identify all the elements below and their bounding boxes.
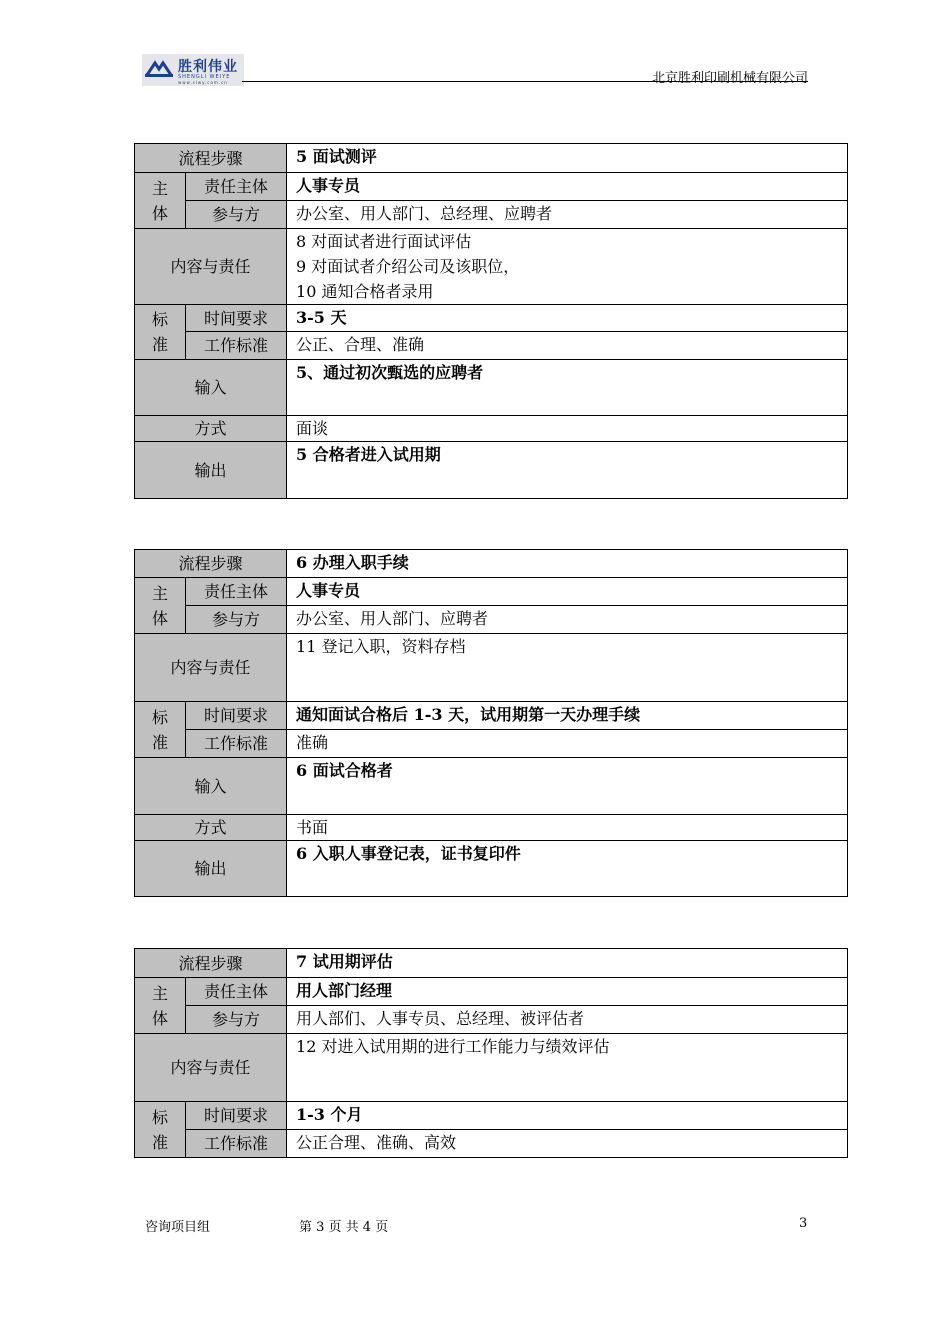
step-label: 流程步骤 [135, 144, 287, 173]
output-value: 6 入职人事登记表，证书复印件 [287, 841, 848, 897]
participants-value: 办公室、用人部门、应聘者 [287, 606, 848, 634]
responsible-value: 人事专员 [287, 173, 848, 201]
output-label: 输出 [135, 841, 287, 897]
subject-label: 主 体 [135, 978, 186, 1034]
input-label: 输入 [135, 360, 287, 416]
standard-label: 标 准 [135, 702, 186, 758]
method-value: 书面 [287, 815, 848, 841]
participants-label: 参与方 [186, 606, 287, 634]
responsible-value: 人事专员 [287, 578, 848, 606]
step-value: 7 试用期评估 [287, 949, 848, 978]
process-table-step-5 [134, 143, 848, 499]
output-value: 5 合格者进入试用期 [287, 442, 848, 499]
content-line: 9 对面试者介绍公司及该职位， [296, 257, 520, 276]
time-label: 时间要求 [186, 702, 287, 730]
participants-value: 用人部们、人事专员、总经理、被评估者 [287, 1006, 848, 1034]
content-line: 10 通知合格者录用 [296, 282, 434, 301]
time-label: 时间要求 [186, 1102, 287, 1130]
participants-label: 参与方 [186, 201, 287, 229]
participants-label: 参与方 [186, 1006, 287, 1034]
logo-subtitle: SHENGLI WEIYE [178, 74, 231, 80]
time-label: 时间要求 [186, 305, 287, 332]
footer-page-number: 3 [799, 1216, 808, 1231]
logo-url: www.slwy.com.cn [178, 80, 228, 85]
content-line: 8 对面试者进行面试评估 [296, 232, 472, 251]
standard-label: 标 准 [135, 1102, 186, 1158]
time-value: 3-5 天 [287, 305, 848, 332]
work-standard-value: 准确 [287, 730, 848, 758]
process-table-step-7 [134, 948, 848, 1158]
method-label: 方式 [135, 815, 287, 841]
work-standard-value: 公正、合理、准确 [287, 332, 848, 360]
content-value [287, 1034, 848, 1102]
method-label: 方式 [135, 416, 287, 442]
step-label: 流程步骤 [135, 949, 287, 978]
company-logo [142, 54, 244, 86]
content-label: 内容与责任 [135, 1034, 287, 1102]
participants-value: 办公室、用人部门、总经理、应聘者 [287, 201, 848, 229]
responsible-label: 责任主体 [186, 578, 287, 606]
output-label: 输出 [135, 442, 287, 499]
method-value: 面谈 [287, 416, 848, 442]
work-standard-value: 公正合理、准确、高效 [287, 1130, 848, 1158]
footer-left: 咨询项目组 [145, 1220, 211, 1235]
company-name: 北京胜利印刷机械有限公司 [651, 71, 808, 86]
time-value: 通知面试合格后 1-3 天，试用期第一天办理手续 [287, 702, 848, 730]
work-standard-label: 工作标准 [186, 1130, 287, 1158]
content-label: 内容与责任 [135, 634, 287, 702]
step-value: 5 面试测评 [287, 144, 848, 173]
content-value [287, 634, 848, 702]
content-label: 内容与责任 [135, 229, 287, 305]
footer-page-count: 第 3 页 共 4 页 [299, 1220, 389, 1235]
responsible-label: 责任主体 [186, 173, 287, 201]
time-value: 1-3 个月 [287, 1102, 848, 1130]
content-value [287, 229, 848, 305]
subject-label: 主 体 [135, 578, 186, 634]
input-label: 输入 [135, 758, 287, 815]
step-label: 流程步骤 [135, 550, 287, 578]
content-line: 11 登记入职，资料存档 [296, 637, 466, 656]
logo-mark-icon [145, 59, 173, 77]
work-standard-label: 工作标准 [186, 730, 287, 758]
content-line: 12 对进入试用期的进行工作能力与绩效评估 [296, 1037, 610, 1056]
subject-label: 主 体 [135, 173, 186, 229]
work-standard-label: 工作标准 [186, 332, 287, 360]
step-value: 6 办理入职手续 [287, 550, 848, 578]
input-value: 6 面试合格者 [287, 758, 848, 815]
page-header [142, 54, 808, 86]
standard-label: 标 准 [135, 305, 186, 360]
responsible-label: 责任主体 [186, 978, 287, 1006]
input-value: 5、通过初次甄选的应聘者 [287, 360, 848, 416]
logo-text: 胜利伟业 [178, 59, 238, 75]
responsible-value: 用人部门经理 [287, 978, 848, 1006]
process-table-step-6 [134, 549, 848, 897]
